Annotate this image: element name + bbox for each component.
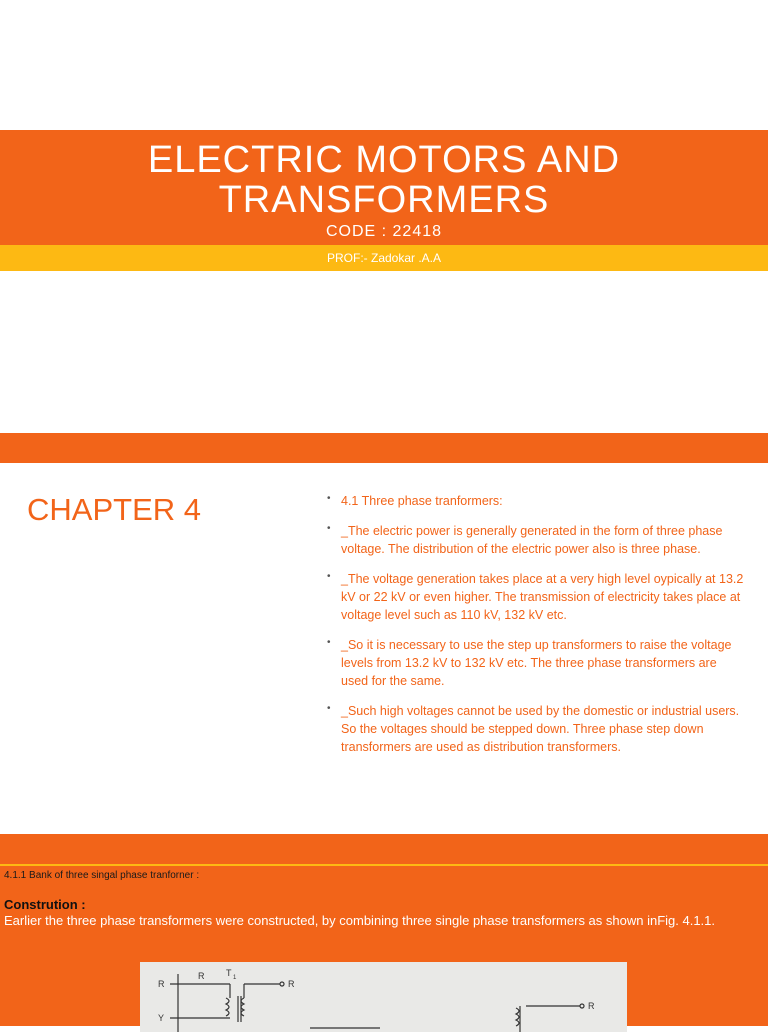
bullet-text: 4.1 Three phase tranformers: [341, 494, 503, 508]
section-subheading: 4.1.1 Bank of three singal phase tranforner : [4, 870, 200, 881]
bullet-dot-icon: • [327, 523, 331, 534]
figure-label: T [226, 968, 232, 978]
chapter-title: CHAPTER 4 [27, 492, 201, 527]
figure-label: R [288, 979, 295, 989]
bullet-dot-icon: • [327, 571, 331, 582]
figure-label: R [588, 1001, 595, 1011]
bullet-text: _Such high voltages cannot be used by the domestic or industrial users. So the voltages should be stepped down. Three phase step down transformers are used as distribution transformers. [341, 704, 740, 754]
bullet-item [327, 522, 747, 558]
construction-text: Earlier the three phase transformers were constructed, by combining three single phase transformers as shown inFig. 4.1.1. [4, 913, 716, 928]
construction-heading: Constrution : [4, 897, 86, 912]
slide2-header-band [0, 433, 768, 463]
bullet-dot-icon: • [327, 703, 331, 714]
figure-label: 1 [233, 975, 237, 981]
figure-label: Y [158, 1013, 165, 1023]
bullet-text: _So it is necessary to use the step up transformers to raise the voltage levels from 13.2 kV to 132 kV etc. The three phase transformers are used for the same. [341, 638, 732, 688]
transformer-figure [140, 962, 627, 1032]
bullet-text: _The voltage generation takes place at a very high level oypically at 13.2 kV or 22 kV or even higher. The transmission of electricity takes place at voltage level such as 110 kV, 132 kV etc. [341, 572, 744, 622]
bullet-list [327, 492, 747, 768]
bullet-dot-icon: • [327, 637, 331, 648]
bullet-text: _The electric power is generally generated in the form of three phase voltage. The distribution of the electric power also is three phase. [341, 524, 723, 556]
slide3-header-band [0, 834, 768, 864]
bullet-item [327, 570, 747, 624]
figure-label: R [198, 971, 205, 981]
figure-label: R [158, 979, 165, 989]
bullet-item [327, 702, 747, 756]
bullet-item [327, 492, 747, 510]
bullet-item [327, 636, 747, 690]
transformer-diagram [140, 962, 627, 1032]
course-code: CODE : 22418 [325, 223, 443, 240]
slide-title: ELECTRIC MOTORS AND TRANSFORMERS [147, 139, 621, 221]
bullet-dot-icon: • [327, 493, 331, 504]
professor-name: PROF:- Zadokar .A.A [326, 251, 442, 265]
